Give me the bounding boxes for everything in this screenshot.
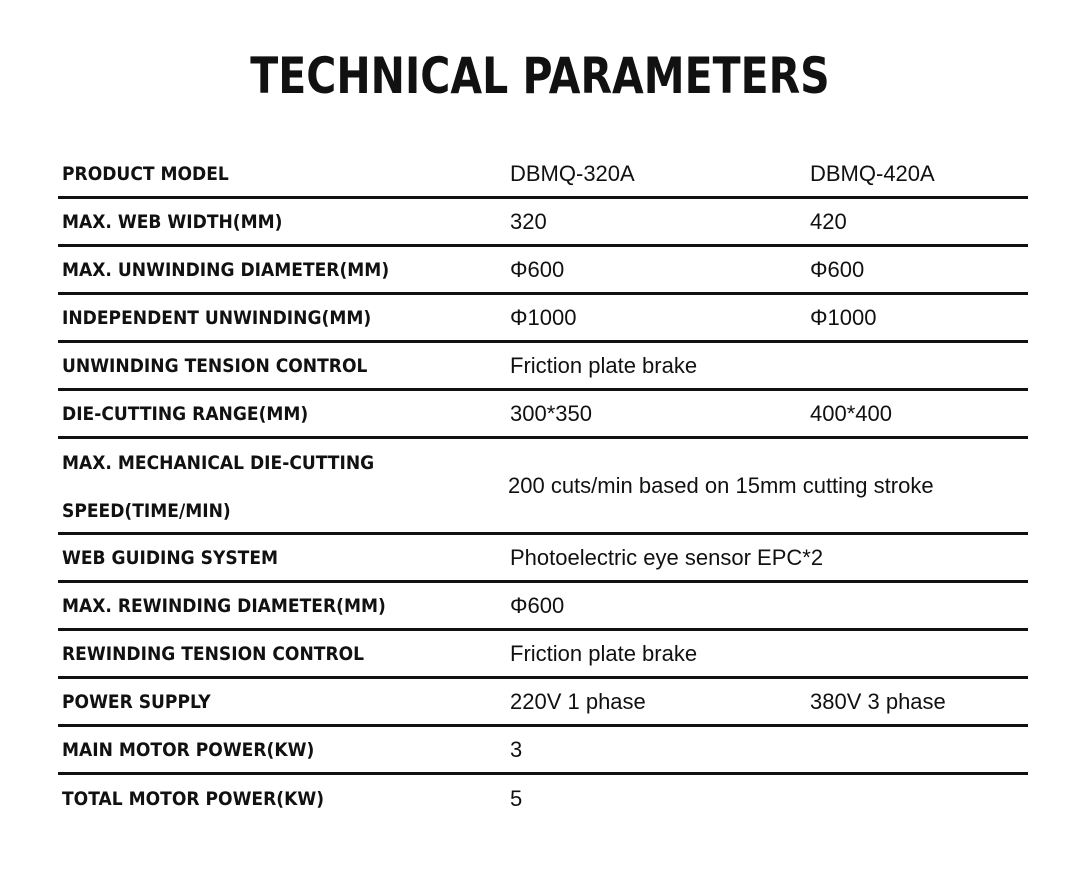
value-model-420 <box>810 631 1028 676</box>
value-spanning: 200 cuts/min based on 15mm cutting stroke <box>508 472 934 498</box>
table-row-unwinding-diameter <box>58 247 1028 295</box>
param-label: DIE-CUTTING RANGE(MM) <box>62 402 309 425</box>
table-row-total-motor-power <box>58 775 1028 823</box>
table-row-main-motor-power <box>58 727 1028 775</box>
value-model-320: 300*350 <box>510 400 592 426</box>
value-model-320: 320 <box>510 208 547 234</box>
value-model-420 <box>810 343 1028 388</box>
value-model-420 <box>810 583 1028 628</box>
table-row-die-cutting-range <box>58 391 1028 439</box>
table-row-product-model <box>58 151 1028 199</box>
value-model-320: Φ1000 <box>510 304 577 330</box>
table-row-die-cutting-speed <box>58 439 1028 535</box>
value-model-420: 400*400 <box>810 400 892 426</box>
param-label: REWINDING TENSION CONTROL <box>62 642 365 665</box>
param-label: MAIN MOTOR POWER(KW) <box>62 738 315 761</box>
param-label: MAX. WEB WIDTH(MM) <box>62 210 283 233</box>
value-model-420 <box>810 535 1028 580</box>
value-model-420 <box>810 775 1028 823</box>
param-label: MAX. UNWINDING DIAMETER(MM) <box>62 258 390 281</box>
page-title: TECHNICAL PARAMETERS <box>250 47 830 105</box>
table-row-rewinding-tension <box>58 631 1028 679</box>
table-row-rewinding-diameter <box>58 583 1028 631</box>
value-model-320: Friction plate brake <box>510 352 698 378</box>
param-label: PRODUCT MODEL <box>62 162 229 185</box>
param-label: MAX. REWINDING DIAMETER(MM) <box>62 594 386 617</box>
table-row-web-guiding <box>58 535 1028 583</box>
table-row-unwinding-tension <box>58 343 1028 391</box>
value-model-320: Φ600 <box>510 256 565 282</box>
param-label: INDEPENDENT UNWINDING(MM) <box>62 306 372 329</box>
value-model-320: Φ600 <box>510 592 565 618</box>
value-model-420: 380V 3 phase <box>810 688 946 714</box>
param-label: UNWINDING TENSION CONTROL <box>62 354 368 377</box>
value-model-320: 5 <box>510 786 523 811</box>
table-row-independent-unwinding <box>58 295 1028 343</box>
param-label: WEB GUIDING SYSTEM <box>62 546 279 569</box>
value-model-420: DBMQ-420A <box>810 160 935 186</box>
value-model-320: Photoelectric eye sensor EPC*2 <box>510 544 824 570</box>
value-model-420: Φ1000 <box>810 304 877 330</box>
table-row-web-width <box>58 199 1028 247</box>
table-row-power-supply <box>58 679 1028 727</box>
value-model-320: 220V 1 phase <box>510 688 646 714</box>
value-model-320: Friction plate brake <box>510 640 698 666</box>
param-label: POWER SUPPLY <box>62 690 211 713</box>
parameters-table <box>58 151 1028 823</box>
value-model-420: Φ600 <box>810 256 865 282</box>
value-model-320: DBMQ-320A <box>510 160 635 186</box>
value-model-420: 420 <box>810 208 847 234</box>
value-model-320: 3 <box>510 736 523 762</box>
param-label <box>62 439 449 532</box>
value-model-420 <box>810 727 1028 772</box>
param-label-line-2: SPEED(TIME/MIN) <box>62 500 231 522</box>
param-label-line-1: MAX. MECHANICAL DIE-CUTTING <box>62 452 375 474</box>
param-label: TOTAL MOTOR POWER(KW) <box>62 788 325 810</box>
